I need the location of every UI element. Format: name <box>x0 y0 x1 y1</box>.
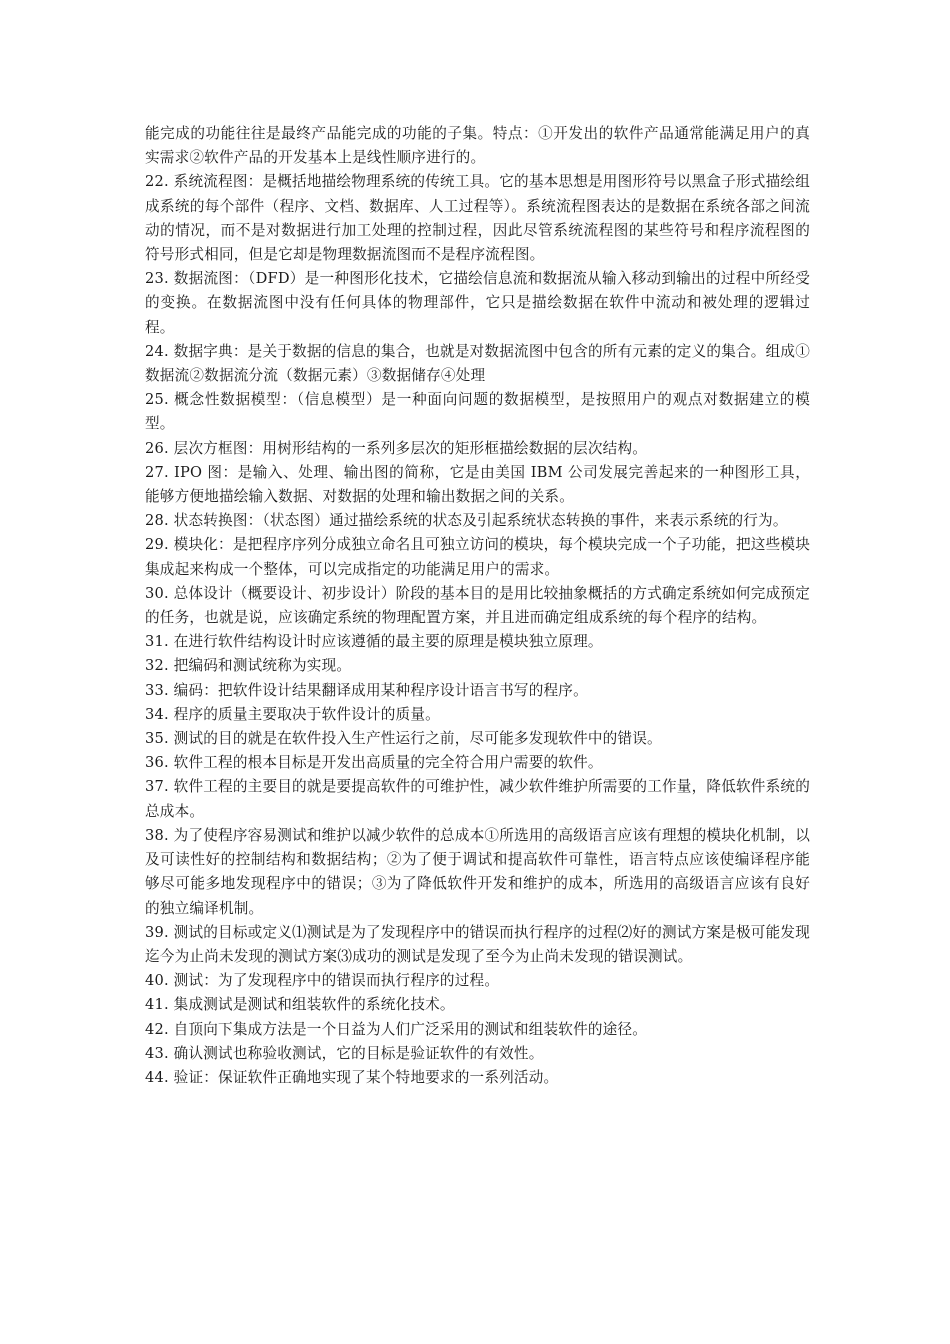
paragraph-43: 43. 确认测试也称验收测试，它的目标是验证软件的有效性。 <box>145 1044 544 1062</box>
paragraph-38: 38. 为了使程序容易测试和维护以减少软件的总成本①所选用的高级语言应该有理想的模块化机制，以及可读性好的控制结构和数据结构；②为了便于调试和提高软件可靠性，语言特点应该使编译程序能够尽可能多地发现程序中的错误；③为了降低软件开发和维护的成本，所选用的高级语言应该有良好的独立编译机制。 <box>145 826 810 917</box>
paragraph-30-overall-design: 30. 总体设计（概要设计、初步设计）阶段的基本目的是用比较抽象概括的方式确定系统如何完成预定的任务，也就是说，应该确定系统的物理配置方案，并且进而确定组成系统的每个程序的结构。 <box>145 584 810 627</box>
paragraph-39: 39. 测试的目标或定义⑴测试是为了发现程序中的错误而执行程序的过程⑵好的测试方案是极可能发现迄今为止尚未发现的测试方案⑶成功的测试是发现了至今为止尚未发现的错误测试。 <box>145 923 810 965</box>
document-body <box>145 122 810 1090</box>
paragraph-35: 35. 测试的目的就是在软件投入生产性运行之前，尽可能多发现软件中的错误。 <box>145 730 662 748</box>
paragraph-27-ipo-diagram: 27. IPO 图：是输入、处理、输出图的简称，它是由美国 IBM 公司发展完善起来的一种图形工具，能够方便地描绘输入数据、对数据的处理和输出数据之间的关系。 <box>145 463 810 506</box>
paragraph-42: 42. 自顶向下集成方法是一个日益为人们广泛采用的测试和组装软件的途径。 <box>145 1020 648 1038</box>
paragraph-41: 41. 集成测试是测试和组装软件的系统化技术。 <box>145 996 455 1014</box>
paragraph-36: 36. 软件工程的根本目标是开发出高质量的完全符合用户需要的软件。 <box>145 754 603 772</box>
paragraph-34: 34. 程序的质量主要取决于软件设计的质量。 <box>145 705 440 723</box>
paragraph-29-modularization: 29. 模块化：是把程序序列分成独立命名且可独立访问的模块，每个模块完成一个子功能，把这些模块集成起来构成一个整体，可以完成指定的功能满足用户的需求。 <box>145 536 810 578</box>
paragraph-33: 33. 编码：把软件设计结果翻译成用某种程序设计语言书写的程序。 <box>145 681 588 699</box>
paragraph-24-data-dictionary: 24. 数据字典：是关于数据的信息的集合，也就是对数据流图中包含的所有元素的定义的集合。组成①数据流②数据流分流（数据元素）③数据储存④处理 <box>145 342 810 385</box>
paragraph-26-hierarchy-box-diagram: 26. 层次方框图：用树形结构的一系列多层次的矩形框描绘数据的层次结构。 <box>145 439 648 457</box>
paragraph-continuation: 能完成的功能往往是最终产品能完成的功能的子集。特点：①开发出的软件产品通常能满足用户的真实需求②软件产品的开发基本上是线性顺序进行的。 <box>145 125 810 167</box>
paragraph-32: 32. 把编码和测试统称为实现。 <box>145 657 352 675</box>
paragraph-44: 44. 验证：保证软件正确地实现了某个特地要求的一系列活动。 <box>145 1068 559 1086</box>
paragraph-40: 40. 测试：为了发现程序中的错误而执行程序的过程。 <box>145 972 500 990</box>
paragraph-23-data-flow-diagram: 23. 数据流图：（DFD）是一种图形化技术，它描绘信息流和数据流从输入移动到输出的过程中所经受的变换。在数据流图中没有任何具体的物理部件，它只是描绘数据在软件中流动和被处理的逻辑过程。 <box>145 270 810 336</box>
paragraph-25-conceptual-data-model: 25. 概念性数据模型：（信息模型）是一种面向问题的数据模型，是按照用户的观点对数据建立的模型。 <box>145 391 810 433</box>
paragraph-28-state-transition-diagram: 28. 状态转换图：（状态图）通过描绘系统的状态及引起系统状态转换的事件，来表示系统的行为。 <box>145 512 788 530</box>
paragraph-22-system-flowchart: 22. 系统流程图：是概括地描绘物理系统的传统工具。它的基本思想是用图形符号以黑盒子形式描绘组成系统的每个部件（程序、文档、数据库、人工过程等）。系统流程图表达的是数据在系统各部之间流动的情况，而不是对数据进行加工处理的控制过程，因此尽管系统流程图的某些符号和程序流程图的符号形式相同，但是它却是物理数据流图而不是程序流程图。 <box>145 173 810 264</box>
paragraph-31: 31. 在进行软件结构设计时应该遵循的最主要的原理是模块独立原理。 <box>145 633 603 651</box>
paragraph-37: 37. 软件工程的主要目的就是要提高软件的可维护性，减少软件维护所需要的工作量，降低软件系统的总成本。 <box>145 778 810 820</box>
